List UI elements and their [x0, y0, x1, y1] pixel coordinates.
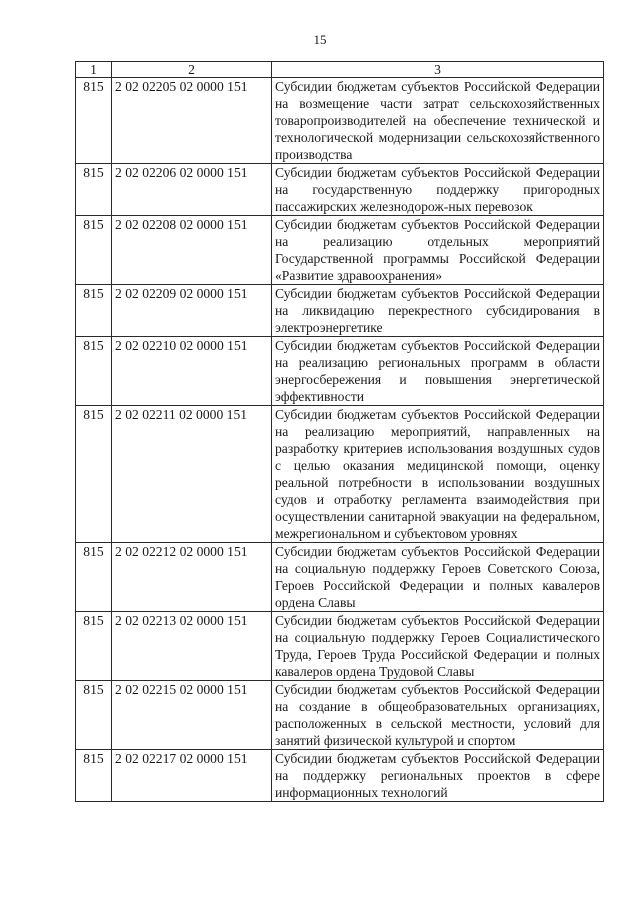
- revenue-name-cell: Субсидии бюджетам субъектов Российской Федерации на социальную поддержку Героев Советского Союза, Героев Российской Федерации и полных кавалеров ордена Славы: [272, 543, 604, 612]
- kbk-code-cell: 2 02 02217 02 0000 151: [112, 750, 272, 802]
- kbk-code-cell: 2 02 02212 02 0000 151: [112, 543, 272, 612]
- admin-code-cell: 815: [76, 216, 112, 285]
- kbk-code-cell: 2 02 02209 02 0000 151: [112, 285, 272, 337]
- kbk-code-cell: 2 02 02210 02 0000 151: [112, 337, 272, 406]
- kbk-code-cell: 2 02 02213 02 0000 151: [112, 612, 272, 681]
- revenue-name-cell: Субсидии бюджетам субъектов Российской Федерации на ликвидацию перекрестного субсидирования в электроэнергетике: [272, 285, 604, 337]
- kbk-code-cell: 2 02 02211 02 0000 151: [112, 406, 272, 543]
- table-row: [76, 285, 604, 337]
- budget-codes-table: [75, 61, 604, 802]
- admin-code-cell: 815: [76, 337, 112, 406]
- table-row: [76, 543, 604, 612]
- admin-code-cell: 815: [76, 78, 112, 164]
- column-header-3: 3: [272, 62, 604, 78]
- admin-code-cell: 815: [76, 406, 112, 543]
- admin-code-cell: 815: [76, 612, 112, 681]
- admin-code-cell: 815: [76, 543, 112, 612]
- table-row: [76, 406, 604, 543]
- revenue-name-cell: Субсидии бюджетам субъектов Российской Федерации на реализацию отдельных мероприятий Государственной программы Российской Федерации «Развитие здравоохранения»: [272, 216, 604, 285]
- revenue-name-cell: Субсидии бюджетам субъектов Российской Федерации на возмещение части затрат сельскохозяйственных товаропроизводителей на обеспечение технической и технологической модернизации сельскохозяйственного производства: [272, 78, 604, 164]
- kbk-code-cell: 2 02 02215 02 0000 151: [112, 681, 272, 750]
- table-row: [76, 612, 604, 681]
- table-row: [76, 78, 604, 164]
- table-row: [76, 216, 604, 285]
- revenue-name-cell: Субсидии бюджетам субъектов Российской Федерации на поддержку региональных проектов в сфере информационных технологий: [272, 750, 604, 802]
- table-header-row: [76, 62, 604, 78]
- kbk-code-cell: 2 02 02208 02 0000 151: [112, 216, 272, 285]
- table-row: [76, 681, 604, 750]
- admin-code-cell: 815: [76, 285, 112, 337]
- kbk-code-cell: 2 02 02205 02 0000 151: [112, 78, 272, 164]
- admin-code-cell: 815: [76, 750, 112, 802]
- table-row: [76, 337, 604, 406]
- admin-code-cell: 815: [76, 681, 112, 750]
- column-header-1: 1: [76, 62, 112, 78]
- page-number: 15: [313, 32, 327, 47]
- table-row: [76, 750, 604, 802]
- revenue-name-cell: Субсидии бюджетам субъектов Российской Федерации на социальную поддержку Героев Социалистического Труда, Героев Труда Российской Федерации и полных кавалеров ордена Трудовой Славы: [272, 612, 604, 681]
- admin-code-cell: 815: [76, 164, 112, 216]
- revenue-name-cell: Субсидии бюджетам субъектов Российской Федерации на реализацию региональных программ в области энергосбережения и повышения энергетической эффективности: [272, 337, 604, 406]
- kbk-code-cell: 2 02 02206 02 0000 151: [112, 164, 272, 216]
- revenue-name-cell: Субсидии бюджетам субъектов Российской Федерации на реализацию мероприятий, направленных на разработку критериев использования воздушных судов с целью оказания медицинской помощи, оценку реальной потребности в использовании воздушных судов и отработку регламента взаимодействия при осуществлении санитарной эвакуации на федеральном, межрегиональном и субъектовом уровнях: [272, 406, 604, 543]
- revenue-name-cell: Субсидии бюджетам субъектов Российской Федерации на государственную поддержку пригородных пассажирских железнодорож-ных перевозок: [272, 164, 604, 216]
- table-row: [76, 164, 604, 216]
- revenue-name-cell: Субсидии бюджетам субъектов Российской Федерации на создание в общеобразовательных организациях, расположенных в сельской местности, условий для занятий физической культурой и спортом: [272, 681, 604, 750]
- column-header-2: 2: [112, 62, 272, 78]
